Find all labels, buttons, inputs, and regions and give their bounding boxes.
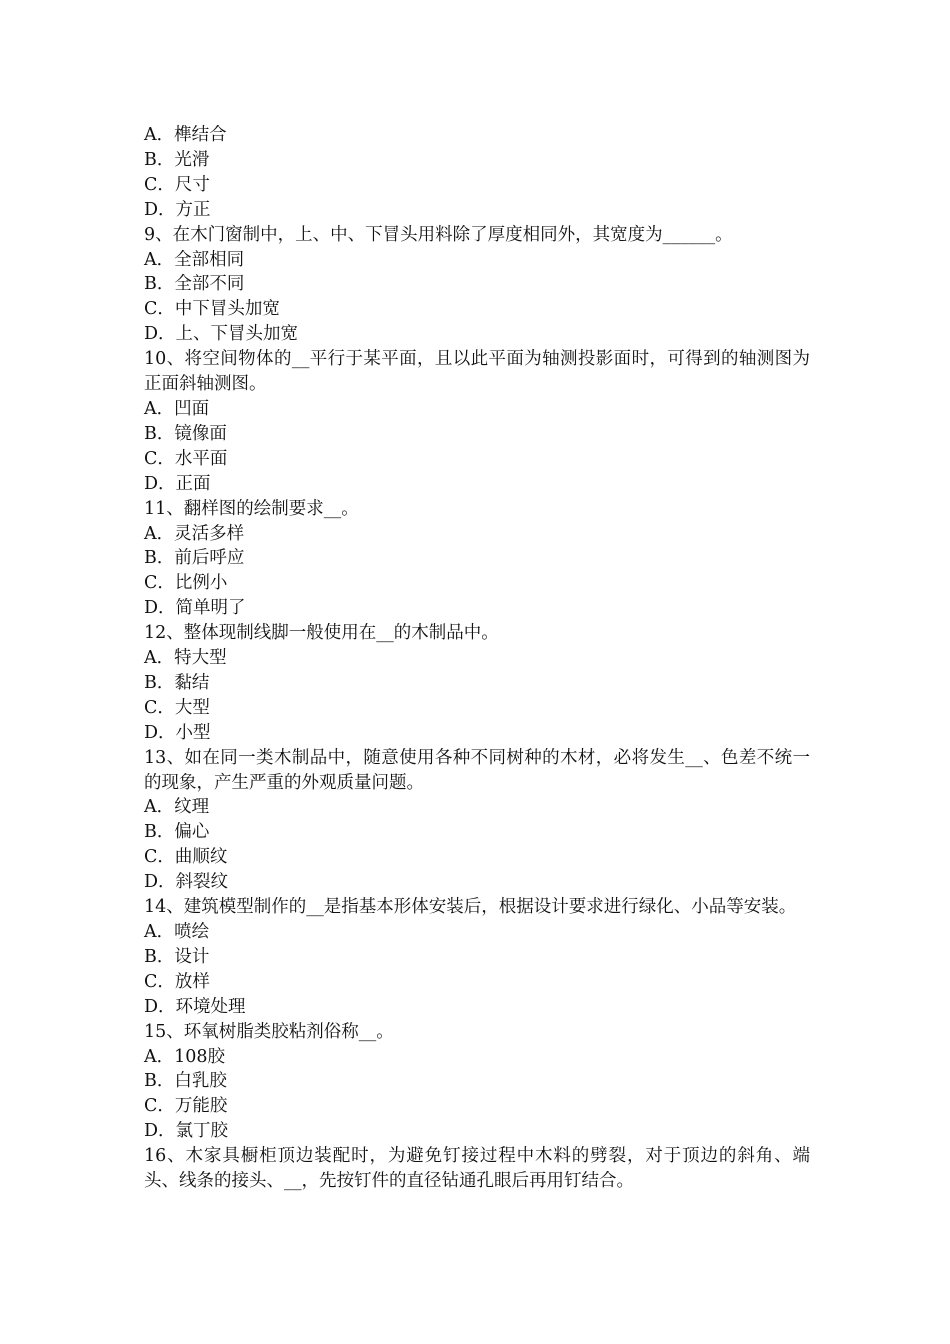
option-d: D．正面	[144, 473, 211, 494]
option-d: D．斜裂纹	[144, 872, 229, 893]
question-13: 13、如在同一类木制品中，随意使用各种不同树种的木材，必将发生__、色差不统一的现象，产生严重的外观质量问题。	[144, 747, 810, 793]
option-c: C．万能胶	[144, 1096, 228, 1117]
option-c: C．中下冒头加宽	[144, 299, 280, 320]
option-b: B．白乳胶	[144, 1071, 227, 1092]
question-16: 16、木家具橱柜顶边装配时，为避免钉接过程中木料的劈裂，对于顶边的斜角、端头、线条的接头、__，先按钉件的直径钻通孔眼后再用钉结合。	[144, 1146, 810, 1192]
option-d: D．方正	[144, 199, 211, 220]
option-c: C．大型	[144, 697, 210, 718]
option-b: B．黏结	[144, 672, 210, 693]
option-b: B．设计	[144, 946, 210, 967]
option-c: C．放样	[144, 971, 210, 992]
option-c: C．曲顺纹	[144, 847, 228, 868]
option-c: C．尺寸	[144, 174, 210, 195]
option-d: D．氯丁胶	[144, 1121, 229, 1142]
option-a: A．纹理	[144, 797, 210, 818]
option-a: A．108胶	[144, 1046, 226, 1067]
question-12: 12、整体现制线脚一般使用在__的木制品中。	[144, 623, 499, 644]
option-b: B．光滑	[144, 149, 210, 170]
option-a: A．特大型	[144, 648, 227, 669]
option-c: C．水平面	[144, 448, 228, 469]
option-b: B．全部不同	[144, 274, 245, 295]
option-d: D．上、下冒头加宽	[144, 324, 299, 345]
question-14: 14、建筑模型制作的__是指基本形体安装后，根据设计要求进行绿化、小品等安装。	[144, 897, 797, 918]
option-a: A．喷绘	[144, 922, 210, 942]
option-b: B．前后呼应	[144, 548, 245, 569]
option-d: D．环境处理	[144, 996, 246, 1017]
option-c: C．比例小	[144, 573, 228, 594]
option-a: A．全部相同	[144, 249, 245, 270]
option-a: A．凹面	[144, 398, 210, 419]
exam-question-list	[144, 123, 810, 1194]
question-15: 15、环氧树脂类胶粘剂俗称__。	[144, 1021, 394, 1042]
option-b: B．镜像面	[144, 423, 227, 444]
option-a: A．灵活多样	[144, 523, 245, 544]
question-10: 10、将空间物体的__平行于某平面，且以此平面为轴测投影面时，可得到的轴测图为正面斜轴测图。	[144, 349, 810, 395]
option-d: D．简单明了	[144, 598, 246, 619]
option-d: D．小型	[144, 722, 211, 743]
option-b: B．偏心	[144, 822, 210, 843]
question-11: 11、翻样图的绘制要求__。	[144, 498, 359, 519]
question-9: 9、在木门窗制中，上、中、下冒头用料除了厚度相同外，其宽度为______。	[144, 224, 733, 245]
option-a: A．榫结合	[144, 125, 227, 145]
